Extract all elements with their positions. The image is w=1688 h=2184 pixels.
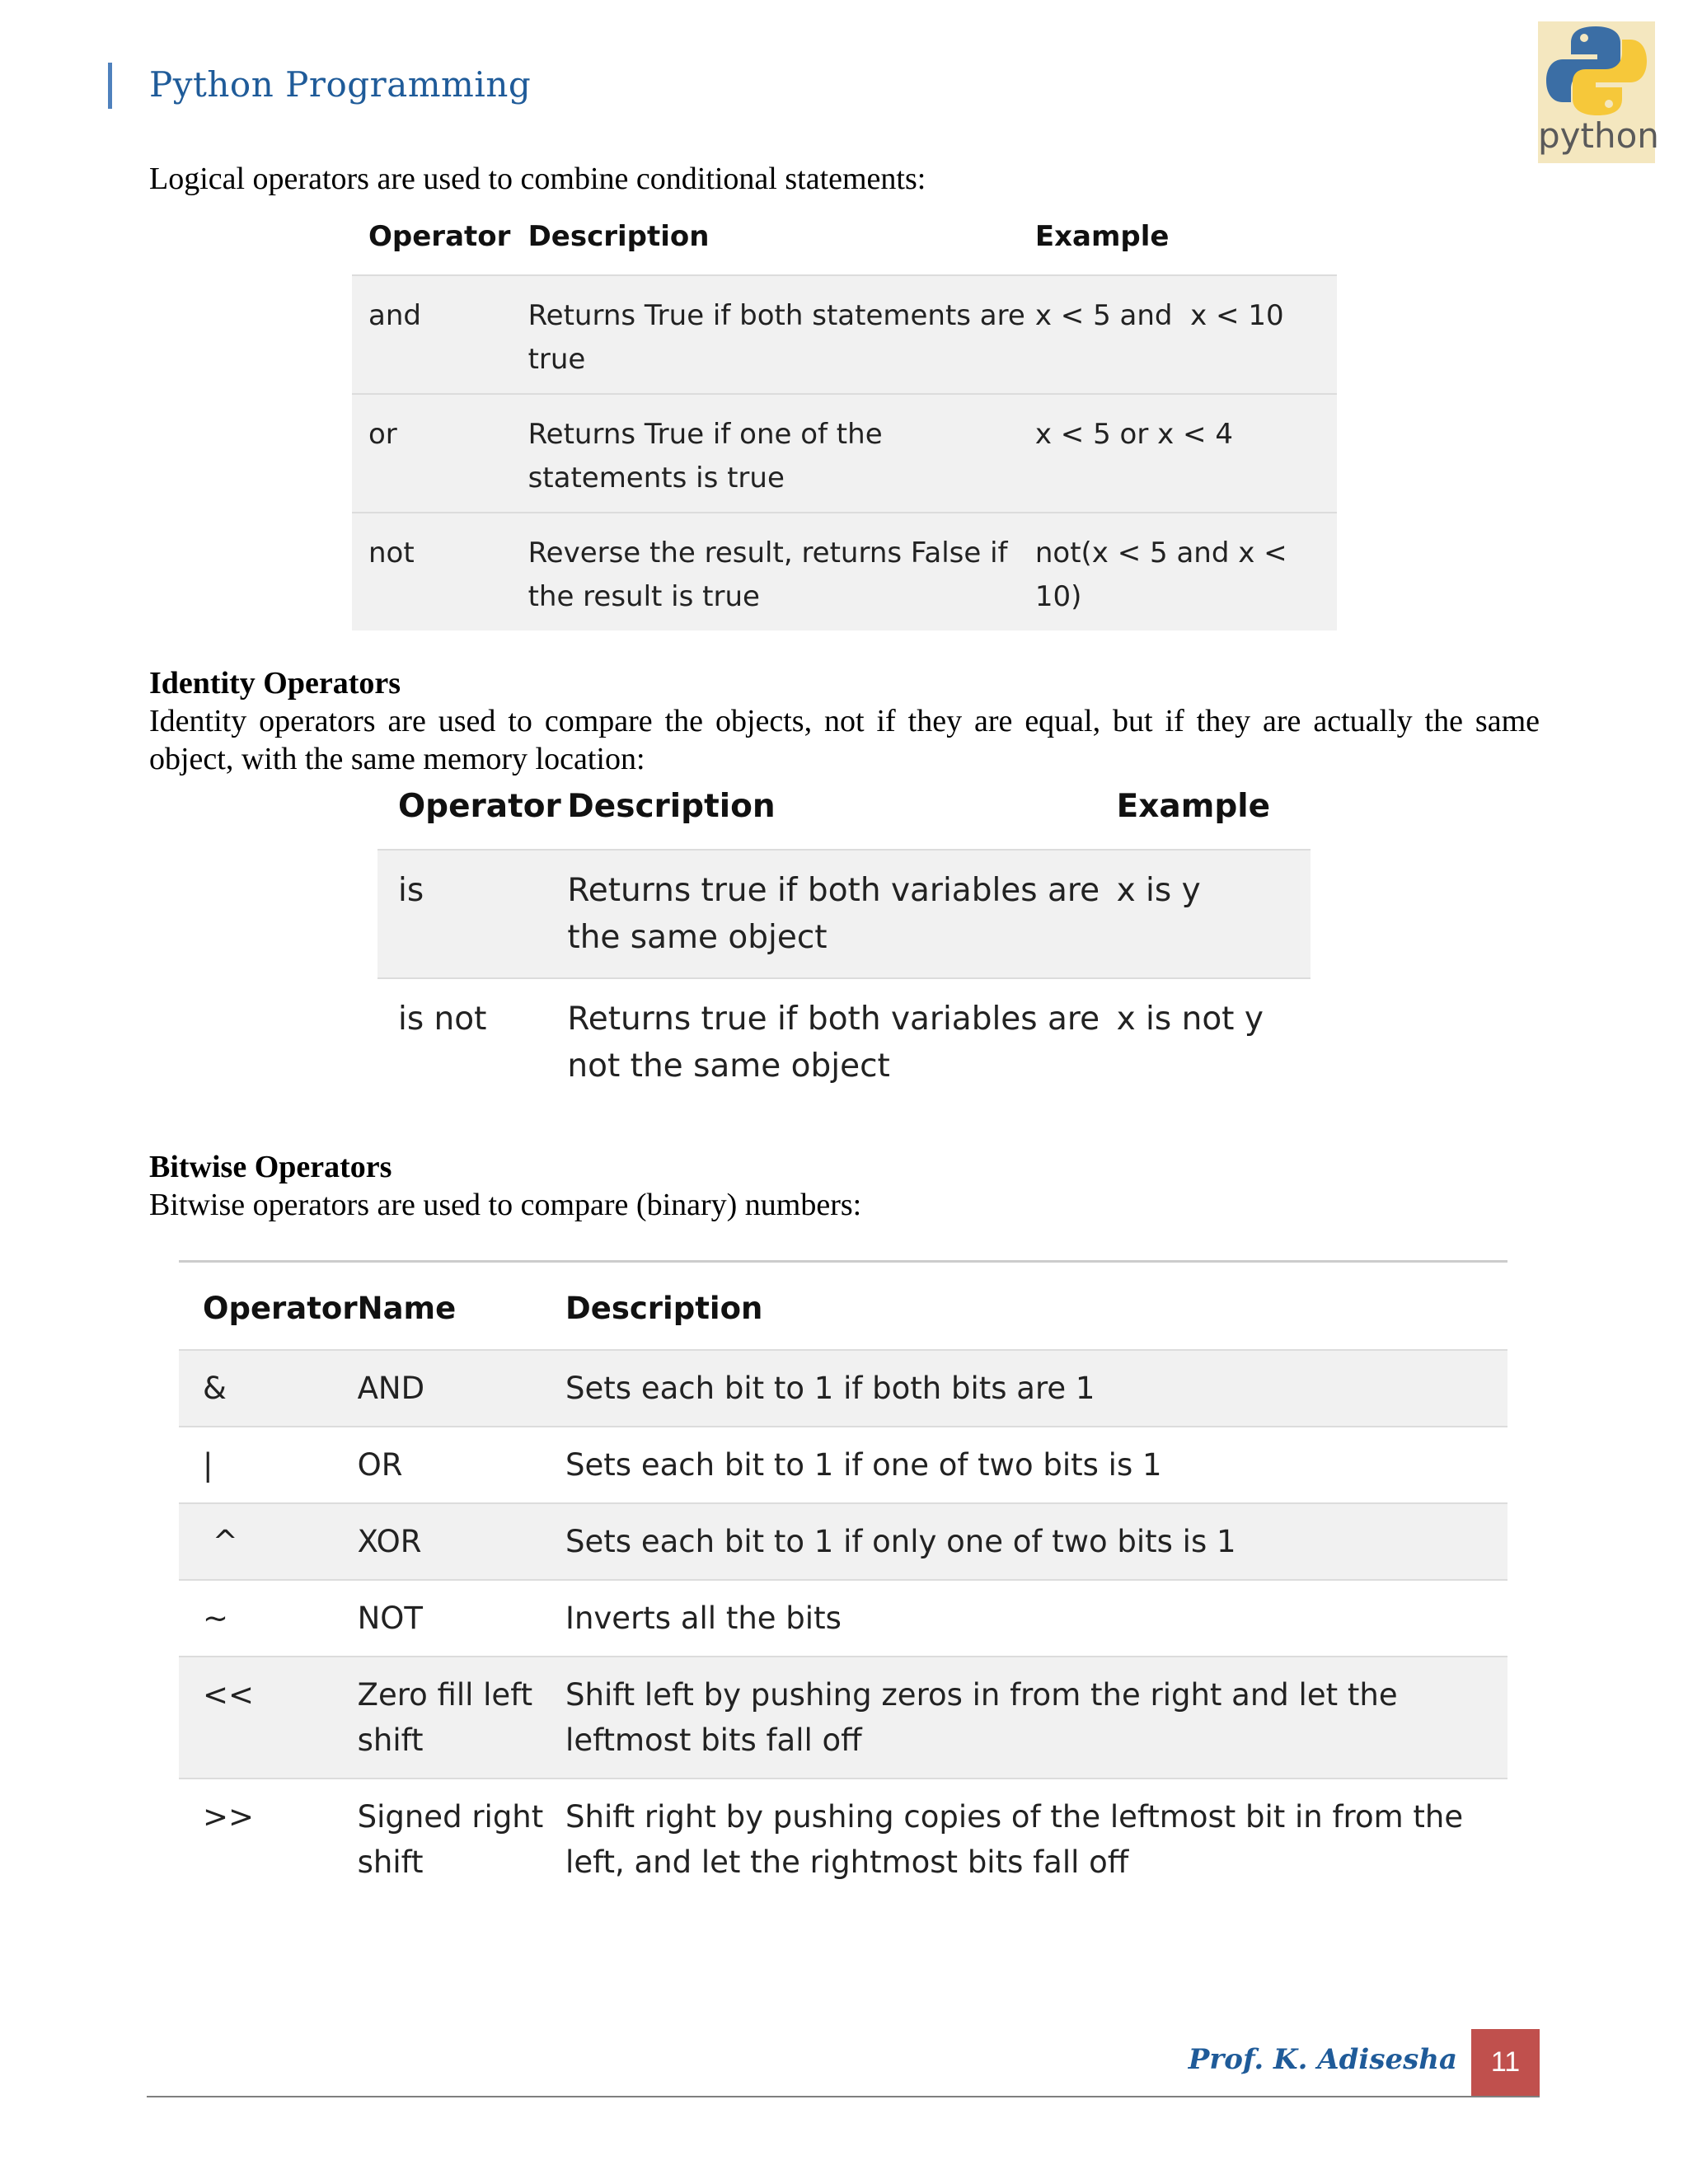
description-cell: Reverse the result, returns False if the result is true	[528, 537, 1008, 613]
logical-operators-table	[352, 210, 1337, 630]
column-header: Example	[1034, 220, 1170, 253]
table-header-row	[377, 781, 1311, 850]
table-header-row	[352, 210, 1337, 275]
description-cell: Sets each bit to 1 if one of two bits is 1	[565, 1447, 1162, 1483]
operator-cell: >>	[203, 1799, 255, 1835]
column-header: Example	[1116, 788, 1271, 825]
name-cell: NOT	[357, 1601, 424, 1636]
operator-cell: or	[368, 418, 397, 451]
table-row	[352, 275, 1337, 394]
description-cell: Shift right by pushing copies of the leftmost bit in from the left, and let the rightmost bits fall off	[565, 1799, 1464, 1880]
table-row	[352, 394, 1337, 513]
python-logo	[1538, 21, 1659, 163]
table-row	[179, 1350, 1507, 1427]
description-cell: Returns true if both variables are the same object	[567, 872, 1100, 956]
example-cell: x < 5 or x < 4	[1034, 418, 1233, 451]
column-header: Description	[567, 788, 776, 825]
name-cell: Signed right shift	[357, 1799, 544, 1880]
footer-author: Prof. K. Adisesha	[1188, 2043, 1457, 2076]
identity-operators-table	[377, 781, 1311, 1106]
description-cell: Returns true if both variables are not the same object	[567, 1001, 1100, 1085]
bitwise-intro: Bitwise operators are used to compare (binary) numbers:	[149, 1188, 862, 1222]
operator-cell: ~	[203, 1601, 229, 1636]
description-cell: Sets each bit to 1 if both bits are 1	[565, 1371, 1095, 1406]
table-row	[179, 1779, 1507, 1900]
header-accent-bar	[108, 63, 112, 109]
table-row	[377, 978, 1311, 1106]
table-row	[179, 1580, 1507, 1657]
logical-intro: Logical operators are used to combine conditional statements:	[149, 162, 926, 196]
example-cell: x < 5 and x < 10	[1034, 299, 1284, 332]
python-logo-word: python	[1538, 115, 1659, 156]
table-row	[377, 850, 1311, 978]
table-row	[179, 1657, 1507, 1779]
name-cell: Zero fill left shift	[357, 1677, 533, 1758]
footer-divider	[147, 2096, 1540, 2097]
bitwise-heading: Bitwise Operators	[149, 1150, 392, 1184]
name-cell: XOR	[357, 1524, 422, 1559]
table-row	[352, 513, 1337, 630]
identity-intro: Identity operators are used to compare the objects, not if they are equal, but if they are actually the same object, with the same memory location:	[149, 704, 1540, 776]
example-cell: x is y	[1116, 872, 1201, 909]
page-header-title: Python Programming	[149, 64, 532, 105]
column-header: Operator	[203, 1291, 358, 1326]
column-header: Operator	[368, 220, 511, 253]
example-cell: x is not y	[1116, 1001, 1264, 1038]
description-cell: Shift left by pushing zeros in from the right and let the leftmost bits fall off	[565, 1677, 1398, 1758]
table-row	[179, 1503, 1507, 1580]
column-header: Operator	[398, 788, 561, 825]
bitwise-operators-table	[179, 1260, 1507, 1900]
operator-cell: not	[368, 537, 415, 569]
column-header: Description	[565, 1291, 763, 1326]
operator-cell: |	[203, 1447, 213, 1483]
operator-cell: ^	[203, 1524, 238, 1559]
operator-cell: &	[203, 1371, 227, 1406]
table-header-row	[179, 1262, 1507, 1351]
example-cell: not(x < 5 and x < 10)	[1034, 537, 1287, 613]
operator-cell: and	[368, 299, 421, 332]
identity-heading: Identity Operators	[149, 666, 401, 701]
operator-cell: <<	[203, 1677, 255, 1713]
page-number: 11	[1471, 2029, 1540, 2096]
name-cell: AND	[357, 1371, 425, 1406]
description-cell: Returns True if both statements are true	[528, 299, 1025, 376]
description-cell: Returns True if one of the statements is true	[528, 418, 883, 494]
operator-cell: is not	[398, 1001, 487, 1038]
operator-cell: is	[398, 872, 424, 909]
table-row	[179, 1427, 1507, 1503]
python-snake-icon	[1538, 21, 1655, 120]
description-cell: Inverts all the bits	[565, 1601, 842, 1636]
column-header: Description	[528, 220, 710, 253]
description-cell: Sets each bit to 1 if only one of two bits is 1	[565, 1524, 1236, 1559]
column-header: Name	[357, 1291, 457, 1326]
name-cell: OR	[357, 1447, 403, 1483]
